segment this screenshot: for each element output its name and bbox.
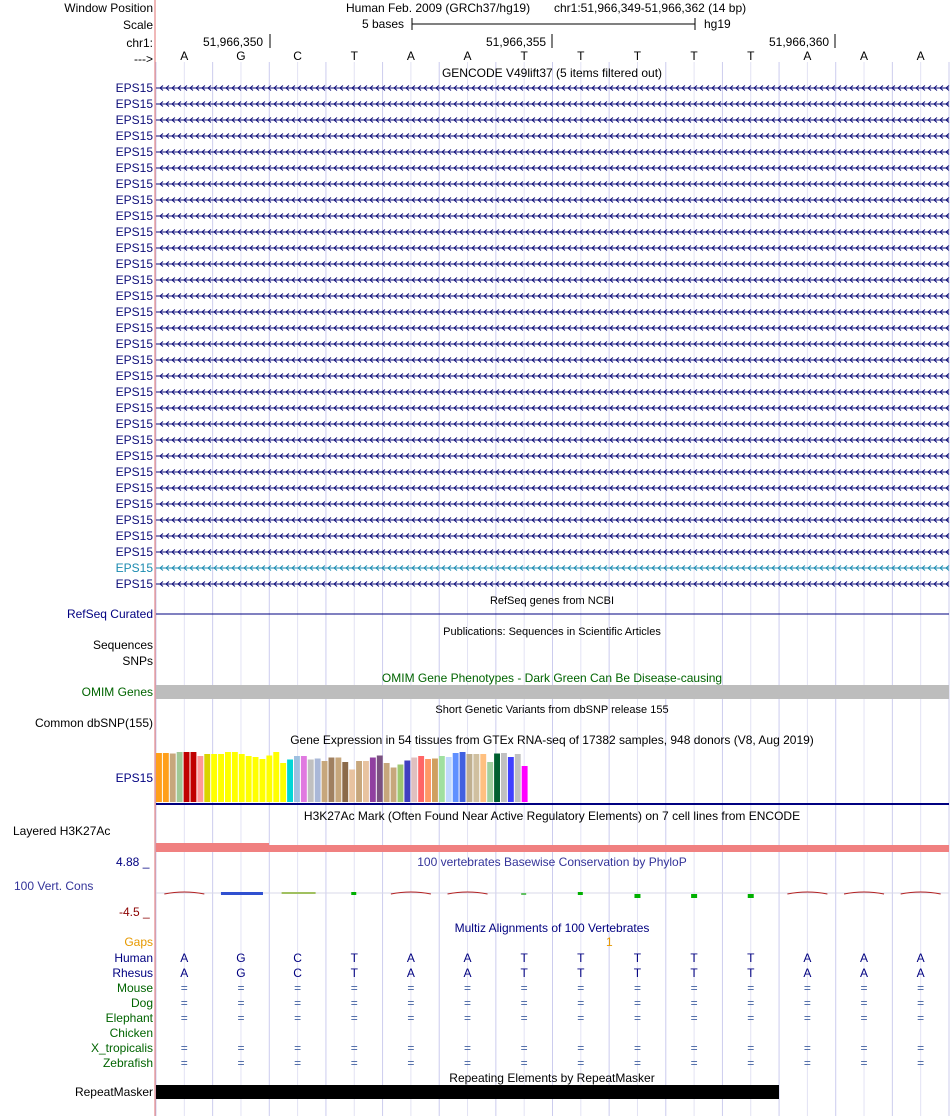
- multiz-base: =: [690, 1011, 698, 1025]
- multiz-species-label[interactable]: Zebrafish: [102, 1056, 153, 1070]
- gencode-transcript-label[interactable]: EPS15: [115, 129, 153, 143]
- gencode-transcript-label[interactable]: EPS15: [115, 225, 153, 239]
- multiz-base: =: [407, 981, 415, 995]
- base-letter: A: [860, 49, 869, 63]
- h3k27ac-track-label[interactable]: Layered H3K27Ac: [13, 824, 111, 838]
- gtex-tissue-bar[interactable]: [487, 762, 493, 802]
- h3k27ac-track-title[interactable]: H3K27Ac Mark (Often Found Near Active Regulatory Elements) on 7 cell lines from ENCODE: [303, 809, 801, 823]
- gencode-transcript-label[interactable]: EPS15: [115, 337, 153, 351]
- multiz-base: T: [633, 966, 642, 980]
- multiz-base: =: [803, 1011, 811, 1025]
- multiz-base: T: [577, 966, 585, 980]
- multiz-base: =: [520, 1056, 528, 1070]
- multiz-species-label[interactable]: Human: [114, 951, 153, 965]
- gencode-transcript-label[interactable]: EPS15: [115, 465, 153, 479]
- gencode-transcript-label[interactable]: EPS15: [115, 545, 153, 559]
- refseq-track-title[interactable]: RefSeq genes from NCBI: [489, 595, 615, 607]
- gtex-tissue-bar[interactable]: [177, 752, 183, 802]
- multiz-base: =: [520, 996, 528, 1010]
- multiz-base: =: [633, 1056, 641, 1070]
- gtex-tissue-bar[interactable]: [356, 761, 362, 802]
- multiz-species-label[interactable]: Dog: [130, 996, 153, 1010]
- multiz-species-label[interactable]: X_tropicalis: [90, 1041, 153, 1055]
- gtex-tissue-bar[interactable]: [363, 761, 369, 802]
- gencode-transcript-label[interactable]: EPS15: [115, 209, 153, 223]
- multiz-base: T: [520, 966, 528, 980]
- gencode-transcript-label[interactable]: EPS15: [115, 417, 153, 431]
- multiz-species-label[interactable]: Mouse: [116, 981, 153, 995]
- multiz-base: =: [917, 981, 925, 995]
- gtex-track-label[interactable]: EPS15: [115, 771, 153, 785]
- multiz-base: =: [180, 996, 188, 1010]
- multiz-base: =: [860, 1056, 868, 1070]
- gtex-tissue-bar[interactable]: [342, 762, 348, 802]
- multiz-base: =: [464, 1011, 472, 1025]
- gtex-tissue-bar[interactable]: [446, 757, 452, 802]
- gencode-transcript-line: [156, 118, 949, 123]
- gtex-track-title[interactable]: Gene Expression in 54 tissues from GTEx RNA-seq of 17382 samples, 948 donors (V8, Aug 2019): [290, 733, 814, 747]
- gencode-transcript-label[interactable]: EPS15: [115, 177, 153, 191]
- gencode-transcript-label[interactable]: EPS15: [115, 305, 153, 319]
- multiz-base: =: [690, 981, 698, 995]
- multiz-base: =: [690, 1056, 698, 1070]
- multiz-base: =: [350, 996, 358, 1010]
- multiz-base: =: [690, 996, 698, 1010]
- gencode-transcript-line: [156, 166, 949, 171]
- multiz-base: T: [747, 966, 755, 980]
- multiz-base: =: [690, 1041, 698, 1055]
- gtex-tissue-bar[interactable]: [411, 758, 417, 803]
- multiz-base: A: [803, 966, 812, 980]
- multiz-base: =: [747, 981, 755, 995]
- gencode-transcript-label[interactable]: EPS15: [115, 145, 153, 159]
- multiz-base: =: [237, 1041, 245, 1055]
- multiz-base: T: [633, 951, 642, 965]
- multiz-base: =: [294, 981, 302, 995]
- gencode-transcript-label[interactable]: EPS15: [115, 353, 153, 367]
- gencode-transcript-line: [156, 502, 949, 507]
- multiz-base: =: [294, 1056, 302, 1070]
- gtex-tissue-bar[interactable]: [425, 759, 431, 802]
- gencode-transcript-line: [156, 342, 949, 347]
- gencode-transcript-line: [156, 230, 949, 235]
- multiz-base: =: [577, 1041, 585, 1055]
- gencode-transcript-label[interactable]: EPS15: [115, 321, 153, 335]
- gencode-transcript-line: [156, 390, 949, 395]
- multiz-base: =: [633, 1011, 641, 1025]
- multiz-base: =: [237, 996, 245, 1010]
- multiz-base: =: [350, 1056, 358, 1070]
- base-letter: T: [520, 49, 528, 63]
- gencode-transcript-line: [156, 214, 949, 219]
- multiz-base: T: [747, 951, 755, 965]
- ruler-tick-label: 51,966,350: [203, 35, 264, 49]
- multiz-base: A: [860, 966, 869, 980]
- phylop-min-label: -4.5 _: [119, 905, 150, 919]
- base-letter: T: [633, 49, 642, 63]
- multiz-species-label[interactable]: Elephant: [105, 1011, 153, 1025]
- multiz-base: =: [464, 981, 472, 995]
- gtex-tissue-bar[interactable]: [191, 752, 197, 802]
- gencode-transcript-label[interactable]: EPS15: [115, 401, 153, 415]
- multiz-base: =: [237, 981, 245, 995]
- multiz-base: =: [633, 981, 641, 995]
- multiz-base: =: [803, 1056, 811, 1070]
- gencode-transcript-line: [156, 246, 949, 251]
- multiz-base: =: [577, 1011, 585, 1025]
- multiz-gaps-label: Gaps: [124, 935, 153, 949]
- gtex-tissue-bar[interactable]: [501, 753, 507, 802]
- multiz-base: =: [407, 1056, 415, 1070]
- multiz-base: =: [917, 1011, 925, 1025]
- multiz-base: =: [860, 1041, 868, 1055]
- gencode-transcript-line: [156, 518, 949, 523]
- base-letter: A: [180, 49, 189, 63]
- gtex-tissue-bar[interactable]: [246, 756, 252, 802]
- multiz-base: =: [917, 1041, 925, 1055]
- multiz-base: =: [520, 1011, 528, 1025]
- multiz-base: =: [180, 1041, 188, 1055]
- phylop-max-label: 4.88 _: [116, 855, 150, 869]
- gencode-transcript-line: [156, 486, 949, 491]
- multiz-base: A: [180, 966, 189, 980]
- gencode-transcript-label[interactable]: EPS15: [115, 497, 153, 511]
- gtex-tissue-bar[interactable]: [273, 752, 279, 802]
- gencode-transcript-line: [156, 134, 949, 139]
- gtex-tissue-bar[interactable]: [280, 763, 286, 802]
- multiz-gap-marker: 1: [606, 935, 613, 949]
- gtex-tissue-bar[interactable]: [439, 756, 445, 802]
- base-letter: T: [577, 49, 585, 63]
- multiz-base: =: [803, 981, 811, 995]
- gtex-tissue-bar[interactable]: [163, 753, 169, 802]
- gtex-tissue-bar[interactable]: [266, 756, 272, 803]
- multiz-base: T: [577, 951, 585, 965]
- gencode-transcript-line: [156, 86, 949, 91]
- h3k27ac-signal-bar: [156, 845, 949, 852]
- repeatmasker-track-label[interactable]: RepeatMasker: [74, 1085, 153, 1099]
- gtex-tissue-bar[interactable]: [322, 761, 328, 802]
- gtex-tissue-bar[interactable]: [473, 754, 479, 802]
- gencode-transcript-label[interactable]: EPS15: [115, 561, 153, 575]
- gencode-transcript-label[interactable]: EPS15: [115, 433, 153, 447]
- position-readout: chr1:51,966,349-51,966,362 (14 bp): [554, 1, 747, 15]
- gtex-tissue-bar[interactable]: [170, 754, 176, 803]
- multiz-base: =: [464, 1041, 472, 1055]
- multiz-base: A: [463, 966, 472, 980]
- gtex-tissue-bar[interactable]: [467, 754, 473, 802]
- publications-sequences-label[interactable]: Sequences: [92, 638, 153, 652]
- multiz-base: =: [860, 981, 868, 995]
- multiz-base: =: [917, 1056, 925, 1070]
- multiz-base: =: [747, 1011, 755, 1025]
- base-letter: C: [293, 49, 302, 63]
- gencode-transcript-label[interactable]: EPS15: [115, 529, 153, 543]
- dbsnp-track-title[interactable]: Short Genetic Variants from dbSNP release 155: [435, 704, 669, 716]
- gtex-tissue-bar[interactable]: [184, 752, 190, 802]
- multiz-base: A: [406, 951, 415, 965]
- gtex-tissue-bar[interactable]: [232, 752, 238, 802]
- multiz-base: =: [180, 1011, 188, 1025]
- base-letter: A: [803, 49, 812, 63]
- multiz-base: =: [577, 996, 585, 1010]
- multiz-base: =: [860, 1011, 868, 1025]
- gencode-transcript-line: [156, 374, 949, 379]
- multiz-base: =: [633, 1041, 641, 1055]
- base-letter: T: [350, 49, 358, 63]
- gtex-tissue-bar[interactable]: [218, 754, 224, 802]
- multiz-base: =: [407, 1011, 415, 1025]
- gtex-tissue-bar[interactable]: [225, 752, 231, 802]
- gencode-transcript-label[interactable]: EPS15: [115, 273, 153, 287]
- multiz-base: =: [803, 996, 811, 1010]
- scale-label: Scale: [122, 18, 153, 32]
- base-letter: G: [236, 49, 246, 63]
- gtex-tissue-bar[interactable]: [197, 756, 203, 802]
- scale-text: 5 bases: [362, 17, 405, 31]
- base-letter: T: [747, 49, 755, 63]
- gencode-transcript-line: [156, 278, 949, 283]
- multiz-base: A: [916, 951, 925, 965]
- gencode-transcript-line: [156, 406, 949, 411]
- gtex-tissue-bar[interactable]: [398, 765, 404, 803]
- multiz-base: =: [350, 981, 358, 995]
- gtex-tissue-bar[interactable]: [418, 756, 424, 802]
- refseq-track-label[interactable]: RefSeq Curated: [66, 607, 153, 621]
- multiz-base: =: [577, 1056, 585, 1070]
- gencode-track-title[interactable]: GENCODE V49lift37 (5 items filtered out): [441, 66, 663, 80]
- dbsnp-track-label[interactable]: Common dbSNP(155): [34, 716, 153, 730]
- multiz-base: T: [520, 951, 528, 965]
- multiz-base: =: [180, 981, 188, 995]
- gtex-tissue-bar[interactable]: [460, 752, 466, 802]
- chrom-label: chr1:: [126, 36, 153, 50]
- gencode-transcript-line: [156, 422, 949, 427]
- scale-db: hg19: [704, 17, 731, 31]
- multiz-base: =: [747, 996, 755, 1010]
- multiz-base: =: [577, 981, 585, 995]
- gtex-tissue-bar[interactable]: [349, 770, 355, 803]
- base-letter: A: [463, 49, 472, 63]
- ruler-tick-label: 51,966,355: [486, 35, 547, 49]
- window-position-label: Window Position: [64, 1, 153, 15]
- gtex-tissue-bar[interactable]: [377, 756, 383, 803]
- gtex-tissue-bar[interactable]: [204, 754, 210, 802]
- multiz-base: =: [860, 996, 868, 1010]
- base-letter: A: [406, 49, 415, 63]
- multiz-base: =: [237, 1011, 245, 1025]
- gencode-transcript-label[interactable]: EPS15: [115, 81, 153, 95]
- omim-track-title[interactable]: OMIM Gene Phenotypes - Dark Green Can Be Disease-causing: [381, 671, 723, 685]
- gtex-tissue-bar[interactable]: [315, 759, 321, 803]
- gencode-transcript-line: [156, 454, 949, 459]
- gencode-transcript-line: [156, 566, 949, 571]
- gencode-transcript-line: [156, 262, 949, 267]
- gencode-transcript-label[interactable]: EPS15: [115, 449, 153, 463]
- multiz-base: G: [236, 951, 246, 965]
- multiz-base: C: [293, 966, 302, 980]
- gencode-transcript-line: [156, 198, 949, 203]
- gtex-tissue-bar[interactable]: [211, 754, 217, 802]
- multiz-track-title[interactable]: Multiz Alignments of 100 Vertebrates: [454, 921, 650, 935]
- gtex-tissue-bar[interactable]: [453, 753, 459, 802]
- gtex-tissue-bar[interactable]: [335, 758, 341, 803]
- gencode-transcript-label[interactable]: EPS15: [115, 289, 153, 303]
- gencode-transcript-label[interactable]: EPS15: [115, 481, 153, 495]
- gtex-tissue-bar[interactable]: [156, 753, 162, 802]
- gencode-transcript-line: [156, 438, 949, 443]
- multiz-base: G: [236, 966, 246, 980]
- strand-label: --->: [134, 52, 153, 66]
- multiz-base: T: [350, 951, 358, 965]
- gtex-tissue-bar[interactable]: [308, 760, 314, 803]
- assembly-name: Human Feb. 2009 (GRCh37/hg19): [346, 1, 531, 15]
- multiz-base: =: [237, 1056, 245, 1070]
- omim-track-label[interactable]: OMIM Genes: [81, 685, 153, 699]
- gencode-transcript-label[interactable]: EPS15: [115, 241, 153, 255]
- gtex-tissue-bar[interactable]: [508, 757, 514, 802]
- gencode-transcript-label[interactable]: EPS15: [115, 369, 153, 383]
- multiz-base: =: [464, 996, 472, 1010]
- multiz-base: =: [294, 1041, 302, 1055]
- base-letter: T: [690, 49, 698, 63]
- gencode-transcript-line: [156, 326, 949, 331]
- gtex-tissue-bar[interactable]: [260, 759, 266, 802]
- gtex-tissue-bar[interactable]: [391, 768, 397, 803]
- gencode-transcript-label[interactable]: EPS15: [115, 577, 153, 591]
- multiz-base: =: [633, 996, 641, 1010]
- publications-track-title[interactable]: Publications: Sequences in Scientific Articles: [443, 626, 661, 638]
- gtex-tissue-bar[interactable]: [294, 756, 300, 802]
- gtex-tissue-bar[interactable]: [301, 756, 307, 802]
- gtex-tissue-bar[interactable]: [494, 754, 500, 803]
- multiz-species-label[interactable]: Rhesus: [112, 966, 153, 980]
- ruler-tick-label: 51,966,360: [769, 35, 830, 49]
- repeatmasker-track-title[interactable]: Repeating Elements by RepeatMasker: [449, 1071, 655, 1085]
- base-grid-lines: [156, 62, 949, 1116]
- multiz-base: =: [407, 1041, 415, 1055]
- gencode-transcript-line: [156, 150, 949, 155]
- multiz-base: =: [294, 1011, 302, 1025]
- gencode-transcript-label[interactable]: EPS15: [115, 113, 153, 127]
- gtex-tissue-bar[interactable]: [239, 754, 245, 802]
- gtex-tissue-bar[interactable]: [384, 763, 390, 802]
- gtex-tissue-bar[interactable]: [253, 757, 259, 802]
- multiz-base: =: [747, 1056, 755, 1070]
- multiz-species-label[interactable]: Chicken: [109, 1026, 153, 1040]
- h3k27ac-signal-peak: [156, 843, 269, 845]
- multiz-base: =: [464, 1056, 472, 1070]
- gencode-transcript-line: [156, 182, 949, 187]
- multiz-base: A: [803, 951, 812, 965]
- gencode-transcript-label[interactable]: EPS15: [115, 257, 153, 271]
- gtex-tissue-bar[interactable]: [515, 754, 521, 802]
- multiz-base: T: [350, 966, 358, 980]
- gencode-transcript-line: [156, 102, 949, 107]
- multiz-base: =: [350, 1011, 358, 1025]
- gencode-transcript-line: [156, 358, 949, 363]
- gencode-transcript-label[interactable]: EPS15: [115, 385, 153, 399]
- multiz-base: A: [463, 951, 472, 965]
- multiz-base: =: [917, 996, 925, 1010]
- gencode-transcript-label[interactable]: EPS15: [115, 161, 153, 175]
- multiz-base: =: [803, 1041, 811, 1055]
- gencode-transcript-line: [156, 534, 949, 539]
- gtex-tissue-bar[interactable]: [432, 759, 438, 803]
- multiz-base: T: [690, 951, 698, 965]
- gtex-tissue-bar[interactable]: [287, 760, 293, 803]
- multiz-base: =: [350, 1041, 358, 1055]
- publications-snps-label[interactable]: SNPs: [122, 654, 153, 668]
- gencode-transcript-line: [156, 582, 949, 587]
- gencode-transcript-label[interactable]: EPS15: [115, 193, 153, 207]
- multiz-base: =: [407, 996, 415, 1010]
- gtex-tissue-bar[interactable]: [370, 758, 376, 803]
- multiz-base: T: [690, 966, 698, 980]
- multiz-base: A: [406, 966, 415, 980]
- multiz-base: A: [860, 951, 869, 965]
- gtex-tissue-bar[interactable]: [480, 754, 486, 802]
- multiz-base: C: [293, 951, 302, 965]
- base-letter: A: [916, 49, 925, 63]
- gencode-transcript-line: [156, 470, 949, 475]
- gencode-transcript-line: [156, 294, 949, 299]
- multiz-base: =: [747, 1041, 755, 1055]
- gencode-transcript-line: [156, 550, 949, 555]
- gtex-tissue-bar[interactable]: [404, 761, 410, 803]
- repeatmasker-element-bar: [156, 1085, 779, 1099]
- gencode-transcript-line: [156, 310, 949, 315]
- multiz-base: =: [294, 996, 302, 1010]
- multiz-base: A: [916, 966, 925, 980]
- phylop-track-label[interactable]: 100 Vert. Cons: [14, 879, 94, 893]
- phylop-track-title[interactable]: 100 vertebrates Basewise Conservation by PhyloP: [417, 855, 687, 869]
- gtex-tissue-bar[interactable]: [522, 766, 528, 802]
- multiz-base: =: [520, 1041, 528, 1055]
- gencode-transcript-label[interactable]: EPS15: [115, 97, 153, 111]
- gencode-transcript-label[interactable]: EPS15: [115, 513, 153, 527]
- omim-gene-bar: [156, 685, 949, 699]
- multiz-base: =: [520, 981, 528, 995]
- multiz-base: A: [180, 951, 189, 965]
- gtex-tissue-bar[interactable]: [329, 758, 335, 803]
- multiz-base: =: [180, 1056, 188, 1070]
- gtex-bars: [156, 752, 528, 802]
